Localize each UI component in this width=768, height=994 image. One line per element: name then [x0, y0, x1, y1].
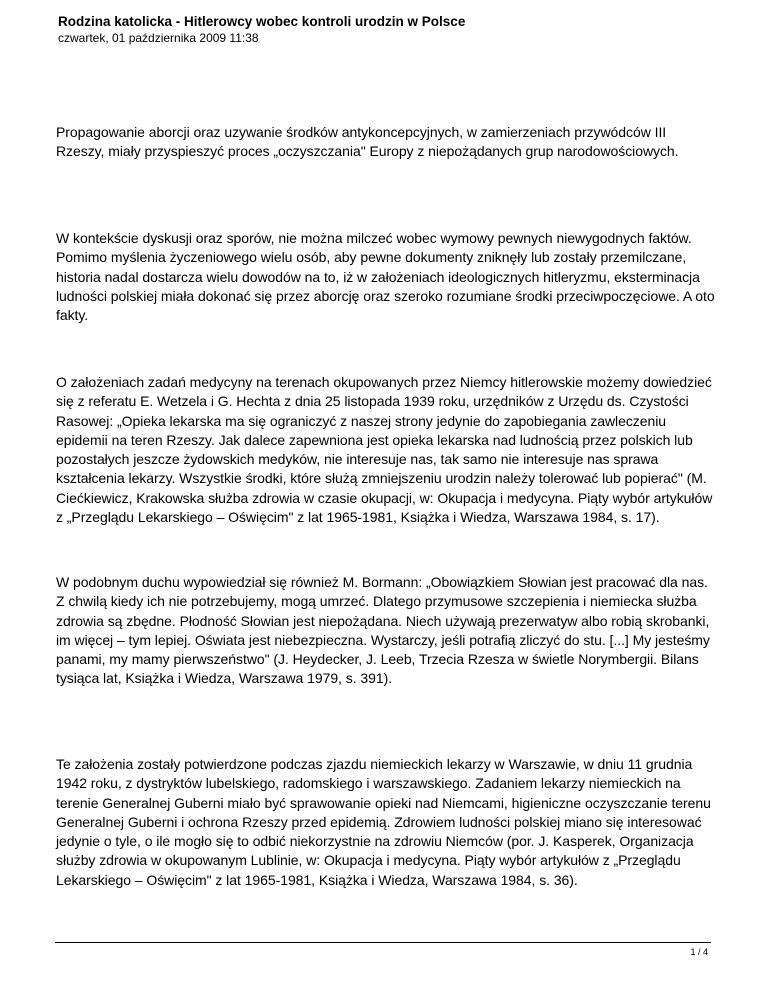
- paragraph-bormann: W podobnym duchu wypowiedział się również M. Bormann: „Obowiązkiem Słowian jest pracować dla nas. Z chwilą kiedy ich nie potrzebujemy, mogą umrzeć. Dlatego przymusowe szczepienia i niemiecka służba zdrowia są zbędne. Płodność Słowian jest niepożądana. Niech używają prezerwatyw albo robią skrobanki, im więcej – tym lepiej. Oświata jest niebezpieczna. Wystarczy, jeśli potrafią zliczyć do stu. [...] My jesteśmy panami, my mamy pierwszeństwo" (J. Heydecker, J. Leeb, Trzecia Rzesza w świetle Norymbergii. Bilans tysiąca lat, Książka i Wiedza, Warszawa 1979, s. 391).: [56, 574, 710, 687]
- paragraph-warsaw-congress: Te założenia zostały potwierdzone podczas zjazdu niemieckich lekarzy w Warszawie, w dniu 11 grudnia 1942 roku, z dystryktów lubelskiego, radomskiego i warszawskiego. Zadaniem lekarzy niemieckich na terenie Generalnej Guberni miało być sprawowanie opieki nad Niemcami, higieniczne oczyszczanie terenu Generalnej Guberni i ochrona Rzeszy przed epidemią. Zdrowiem ludności polskiej miano się interesować jedynie o tyle, o ile mogło się to odbić niekorzystnie na zdrowiu Niemców (por. J. Kasperek, Organizacja służby zdrowia w okupowanym Lublinie, w: Okupacja i medycyna. Piąty wybór artykułów z „Przeglądu Lekarskiego – Oświęcim" z lat 1965-1981, Książka i Wiedza, Warszawa 1984, s. 36).: [56, 756, 711, 888]
- paragraph-wetzel-hecht: O założeniach zadań medycyny na terenach okupowanych przez Niemcy hitlerowskie możemy dowiedzieć się z referatu E. Wetzela i G. Hechta z dnia 25 listopada 1939 roku, urzędników z Urzędu ds. Czystości Rasowej: „Opieka lekarska ma się ograniczyć z naszej strony jedynie do zapobiegania zawleczeniu epidemii na teren Rzeszy. Jak dalece zapewniona jest opieka lekarska nad ludnością przez polskich lub pozostałych jeszcze żydowskich medyków, nie interesuje nas, tak samo nie interesuje nas sprawa kształcenia lekarzy. Wszystkie środki, które służą zmniejszeniu urodzin należy tolerować lub popierać" (M. Ciećkiewicz, Krakowska służba zdrowia w czasie okupacji, w: Okupacja i medycyna. Piąty wybór artykułów z „Przeglądu Lekarskiego – Oświęcim" z lat 1965-1981, Książka i Wiedza, Warszawa 1984, s. 17).: [56, 374, 713, 526]
- page-number: 1 / 4: [690, 947, 708, 957]
- paragraph-context: W kontekście dyskusji oraz sporów, nie można milczeć wobec wymowy pewnych niewygodnych faktów. Pomimo myślenia życzeniowego wielu osób, aby pewne dokumenty zniknęły lub zostały przemilczane, historia nadal dostarcza wielu dowodów na to, iż w założeniach ideologicznych hitleryzmu, eksterminacja ludności polskiej miała dokonać się przez aborcję oraz szeroko rozumiane środki przeciwpoczęciowe. A oto fakty.: [56, 230, 715, 324]
- footer-divider: [55, 942, 711, 943]
- document-date: czwartek, 01 października 2009 11:38: [58, 31, 259, 45]
- document-title: Rodzina katolicka - Hitlerowcy wobec kontroli urodzin w Polsce: [58, 14, 466, 29]
- document-header: [58, 13, 718, 46]
- paragraph-intro: Propagowanie aborcji oraz uzywanie środków antykoncepcyjnych, w zamierzeniach przywódców III Rzeszy, miały przyspieszyć proces „oczyszczania" Europy z niepożądanych grup narodowościowych.: [56, 124, 679, 160]
